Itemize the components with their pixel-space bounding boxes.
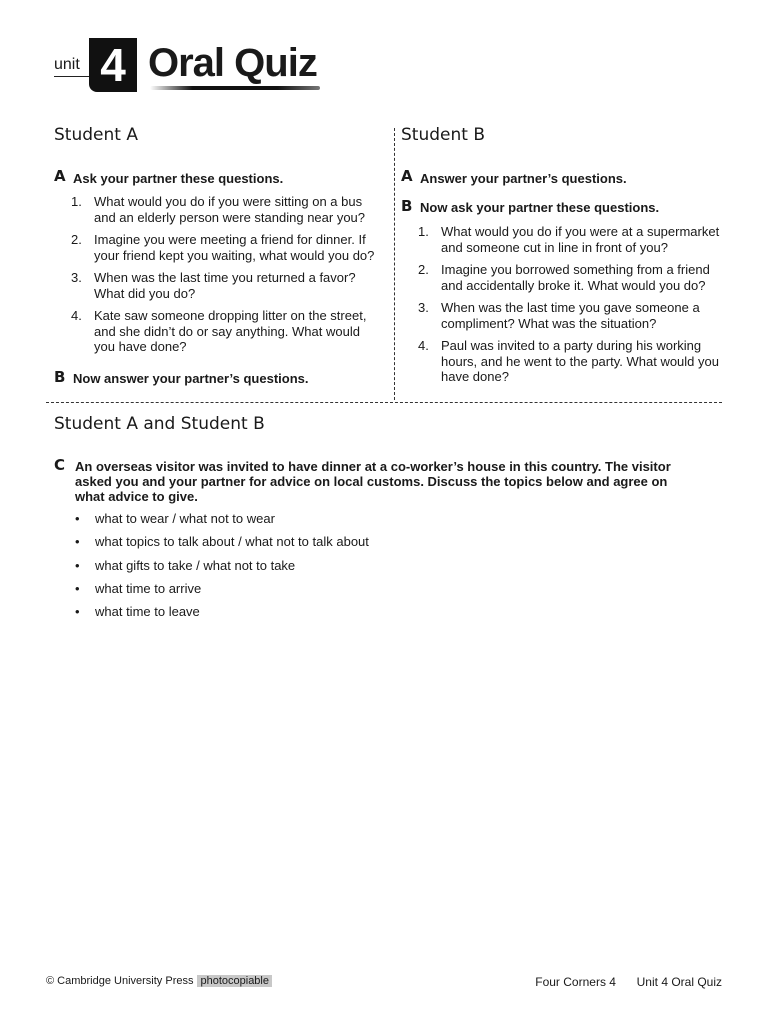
photocopiable-badge: photocopiable (197, 975, 272, 987)
question-number: 3. (418, 300, 429, 315)
bullet-icon: • (75, 604, 80, 620)
topic-text: what topics to talk about / what not to talk about (95, 534, 369, 550)
student-b-part-b-instruction: Now ask your partner these questions. (420, 200, 660, 215)
list-item (71, 270, 383, 301)
student-a-part-b-letter: B (54, 368, 66, 386)
question-number: 2. (71, 232, 82, 247)
list-item (74, 533, 369, 556)
question-number: 2. (418, 262, 429, 277)
question-number: 3. (71, 270, 82, 285)
unit-label: unit (54, 56, 80, 73)
question-text: Paul was invited to a party during his working hours, and he went to the party. What would you have done? (441, 338, 719, 384)
list-item (74, 603, 369, 626)
topic-text: what time to arrive (95, 580, 202, 596)
question-text: When was the last time you returned a favor? What did you do? (94, 270, 356, 301)
copyright-text: © Cambridge University Press (46, 975, 194, 987)
question-text: Imagine you were meeting a friend for dinner. If your friend kept you waiting, what would you do? (94, 232, 375, 263)
topic-list (74, 510, 369, 626)
question-number: 4. (71, 308, 82, 323)
topic-text: what gifts to take / what not to take (95, 557, 296, 573)
question-text: Kate saw someone dropping litter on the street, and she didn’t do or say anything. What would you have done? (94, 308, 367, 354)
column-divider (394, 128, 395, 400)
title-underline (150, 86, 320, 90)
question-number: 4. (418, 338, 429, 353)
student-b-part-a-letter: A (401, 167, 413, 185)
unit-number-badge: 4 (89, 38, 137, 92)
question-number: 1. (71, 194, 82, 209)
list-item (418, 262, 720, 293)
unit-quiz-label: Unit 4 Oral Quiz (636, 975, 722, 989)
question-text: What would you do if you were at a supermarket and someone cut in line in front of you? (441, 224, 720, 255)
question-text: When was the last time you gave someone a compliment? What was the situation? (441, 300, 700, 331)
student-a-heading: Student A (54, 125, 138, 145)
list-item (71, 194, 383, 225)
bullet-icon: • (75, 580, 80, 596)
list-item (74, 580, 369, 603)
bullet-icon: • (75, 511, 80, 526)
student-b-part-b-letter: B (401, 197, 413, 215)
student-b-question-list (418, 224, 720, 392)
list-item (418, 300, 720, 331)
student-a-question-list (71, 194, 383, 362)
shared-heading: Student A and Student B (54, 414, 265, 434)
book-title: Four Corners 4 (535, 975, 616, 989)
question-text: Imagine you borrowed something from a friend and accidentally broke it. What would you do? (441, 262, 710, 293)
part-c-instruction: An overseas visitor was invited to have dinner at a co-worker’s house in this country. The visitor asked you and your partner for advice on local customs. Discuss the topics below and agree on what advice to give. (75, 459, 671, 504)
student-a-part-a-instruction: Ask your partner these questions. (73, 171, 284, 186)
list-item (418, 338, 720, 385)
list-item (74, 510, 369, 533)
footer-left (46, 975, 272, 987)
list-item (74, 557, 369, 580)
part-c-letter: C (54, 456, 66, 474)
bullet-icon: • (75, 534, 80, 550)
topic-text: what to wear / what not to wear (95, 511, 275, 526)
topic-text: what time to leave (95, 604, 200, 620)
section-divider (46, 402, 722, 403)
question-text: What would you do if you were sitting on a bus and an elderly person were standing near you? (94, 194, 366, 225)
list-item (71, 232, 383, 263)
footer-right (535, 975, 722, 989)
unit-underline (54, 76, 90, 77)
question-number: 1. (418, 224, 429, 239)
student-a-part-b-instruction: Now answer your partner’s questions. (73, 371, 309, 386)
list-item (418, 224, 720, 255)
list-item (71, 308, 383, 355)
student-b-heading: Student B (401, 125, 485, 145)
student-a-part-a-letter: A (54, 167, 66, 185)
student-b-part-a-instruction: Answer your partner’s questions. (420, 171, 627, 186)
page-title: Oral Quiz (148, 41, 317, 85)
bullet-icon: • (75, 557, 80, 573)
